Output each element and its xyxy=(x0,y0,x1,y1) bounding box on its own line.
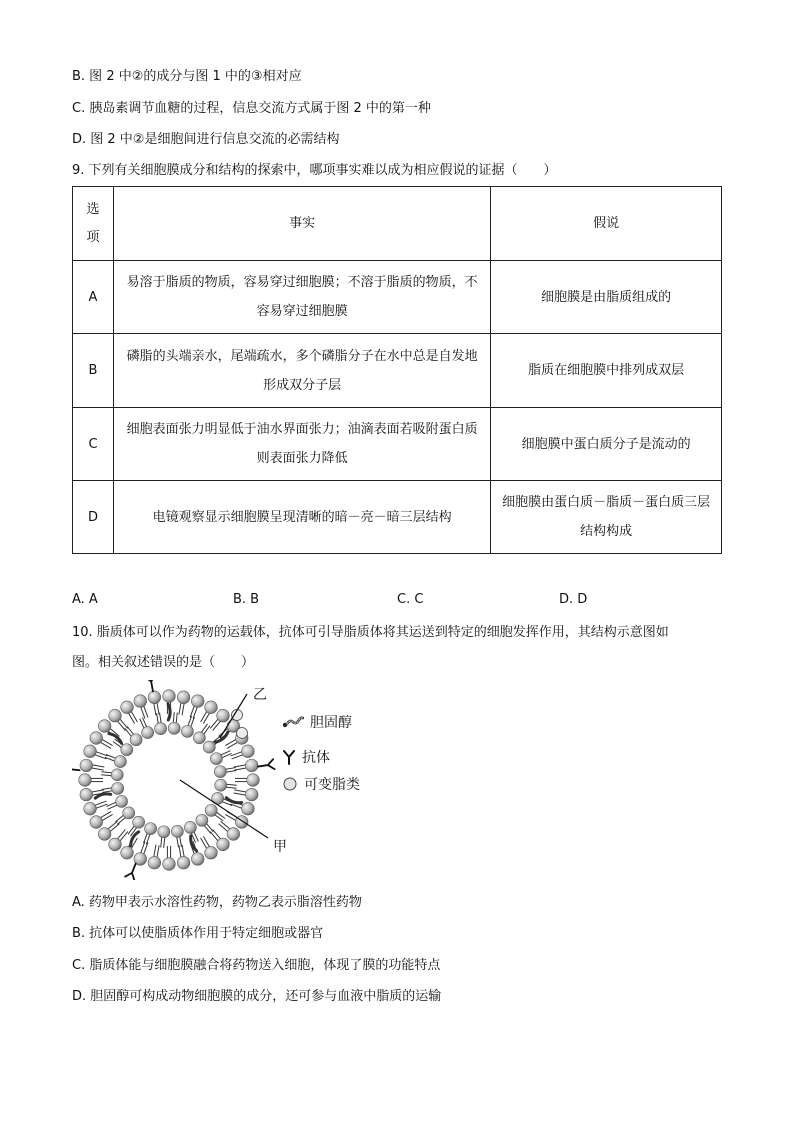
table-row xyxy=(73,481,722,554)
legend-variable-lipid xyxy=(282,774,360,794)
diagram-legend xyxy=(282,710,402,800)
q9-table xyxy=(72,186,722,554)
q9-answer-a: A. A xyxy=(72,592,98,607)
q10-option-d: D. 胆固醇可构成动物细胞膜的成分，还可参与血液中脂质的运输 xyxy=(72,989,442,1004)
row-hypothesis: 细胞膜中蛋白质分子是流动的 xyxy=(491,408,722,481)
row-fact: 易溶于脂质的物质，容易穿过细胞膜；不溶于脂质的物质，不容易穿过细胞膜 xyxy=(113,261,490,334)
variable-lipid-icon xyxy=(282,776,298,792)
header-option xyxy=(73,187,114,261)
q8-option-c: C. 胰岛素调节血糖的过程，信息交流方式属于图 2 中的第一种 xyxy=(72,101,431,116)
row-fact: 细胞表面张力明显低于油水界面张力；油滴表面若吸附蛋白质则表面张力降低 xyxy=(113,408,490,481)
table-row xyxy=(73,334,722,408)
q9-answer-b: B. B xyxy=(233,592,260,607)
label-yi: 乙 xyxy=(253,687,267,703)
q9-stem: 9. 下列有关细胞膜成分和结构的探索中，哪项事实难以成为相应假说的证据（ ） xyxy=(72,163,557,178)
row-option: C xyxy=(73,408,114,481)
q10-stem-line2: 图。相关叙述错误的是（ ） xyxy=(72,655,255,670)
legend-cholesterol-label: 胆固醇 xyxy=(310,715,352,731)
legend-cholesterol xyxy=(282,712,352,732)
q10-option-a: A. 药物甲表示水溶性药物，药物乙表示脂溶性药物 xyxy=(72,895,362,910)
q8-option-d: D. 图 2 中②是细胞间进行信息交流的必需结构 xyxy=(72,132,340,147)
label-jia: 甲 xyxy=(273,839,287,855)
header-hypothesis: 假说 xyxy=(491,187,722,261)
legend-antibody-label: 抗体 xyxy=(302,750,330,766)
legend-antibody xyxy=(282,747,330,767)
q9-answer-d: D. D xyxy=(559,592,588,607)
table-row xyxy=(73,261,722,334)
row-hypothesis: 脂质在细胞膜中排列成双层 xyxy=(491,334,722,408)
q10-stem-line1: 10. 脂质体可以作为药物的运载体，抗体可引导脂质体将其运送到特定的细胞发挥作用，其结构示意图如 xyxy=(72,625,669,640)
row-fact: 电镜观察显示细胞膜呈现清晰的暗－亮－暗三层结构 xyxy=(113,481,490,554)
q10-option-b: B. 抗体可以使脂质体作用于特定细胞或器官 xyxy=(72,926,324,941)
row-hypothesis: 细胞膜由蛋白质－脂质－蛋白质三层结构构成 xyxy=(491,481,722,554)
q8-option-b: B. 图 2 中②的成分与图 1 中的③相对应 xyxy=(72,69,302,84)
q9-answer-c: C. C xyxy=(397,592,424,607)
antibody-icon xyxy=(282,749,296,765)
antibody-icons xyxy=(72,680,275,880)
header-fact: 事实 xyxy=(113,187,490,261)
liposome-diagram xyxy=(72,680,292,880)
row-hypothesis: 细胞膜是由脂质组成的 xyxy=(491,261,722,334)
row-option: B xyxy=(73,334,114,408)
row-option: A xyxy=(73,261,114,334)
row-fact: 磷脂的头端亲水，尾端疏水，多个磷脂分子在水中总是自发地形成双分子层 xyxy=(113,334,490,408)
q10-option-c: C. 脂质体能与细胞膜融合将药物送入细胞，体现了膜的功能特点 xyxy=(72,958,441,973)
legend-variable-lipid-label: 可变脂类 xyxy=(304,777,360,793)
row-option: D xyxy=(73,481,114,554)
table-header-row xyxy=(73,187,722,261)
cholesterol-icon xyxy=(282,715,304,729)
q9-answer-options xyxy=(72,592,722,610)
table-row xyxy=(73,408,722,481)
header-option-text: 选项 xyxy=(86,201,100,245)
